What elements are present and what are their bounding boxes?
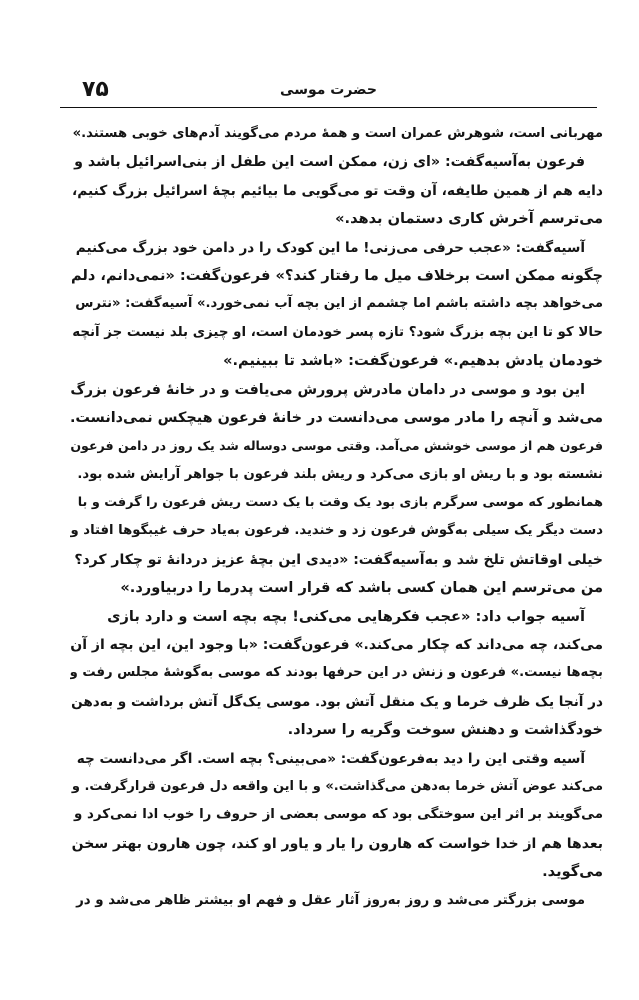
text-line: بعدها هم از خدا خواست که هارون را یار و یاور او کند، چون هارون بهتر سخن: [71, 835, 603, 852]
page-number: ۷۵: [82, 77, 109, 102]
text-line: آسیه‌گفت: «عجب حرفی می‌زنی! ما این کودک را در دامن خود بزرگ می‌کنیم: [75, 239, 585, 256]
text-line: می‌ترسم آخرش کاری دستمان بدهد.»: [335, 210, 603, 228]
text-line: بچه‌ها نیست.» فرعون و زنش در این حرفها بودند که موسی به‌گوشهٔ مجلس رفت و: [70, 665, 603, 681]
text-line: می‌کند، چه می‌داند که چکار می‌کند.» فرعون‌گفت: «با وجود این، این بچه از آن: [70, 637, 603, 654]
text-line: دایه هم از همین طایفه، آن وقت تو می‌گویی ما بیائیم بچهٔ اسرائیل بزرگ کنیم،: [71, 182, 603, 199]
text-line: می‌خواهد بچه داشته باشم اما چشمم از این بچه آب نمی‌خورد.» آسیه‌گفت: «نترس: [75, 296, 603, 312]
text-line: من می‌ترسم این همان کسی باشد که قرار است پدرما را دربیاورد.»: [120, 579, 603, 597]
text-line: خودگذاشت و دهنش سوخت وگریه را سرداد.: [287, 721, 603, 739]
text-line: آسیه وقتی این را دید به‌فرعون‌گفت: «می‌بینی؟ بچه است. اگر می‌دانست چه: [76, 750, 585, 767]
text-line: می‌شد و آنچه را مادر موسی می‌دانست در خانهٔ فرعون هیچکس نمی‌دانست.: [70, 409, 603, 426]
text-line: چگونه ممکن است برخلاف میل ما رفتار کند؟» فرعون‌گفت: «نمی‌دانم، دلم: [70, 266, 603, 284]
text-line: این بود و موسی در دامان مادرش پرورش می‌یافت و در خانهٔ فرعون بزرگ: [70, 381, 585, 398]
text-line: نشسته بود و با ریش او بازی می‌کرد و ریش بلند فرعون با جواهر آرایش شده بود.: [77, 466, 603, 482]
text-line: موسی بزرگتر می‌شد و روز به‌روز آثار عقل و فهم او بیشتر ظاهر می‌شد و در: [76, 892, 585, 908]
text-line: می‌کند عوض آتش خرما به‌دهن می‌گذاشت.» و با این واقعه دل فرعون قرارگرفت. و: [71, 778, 603, 794]
header-rule: [60, 107, 597, 108]
text-line: در آنجا یک ظرف خرما و یک منقل آتش بود. موسی یک‌گل آتش برداشت و به‌دهن: [71, 693, 603, 710]
text-line: حالا کو تا این بچه بزرگ شود؟ تازه پسر خودمان است، او چیزی بلد نیست جز آنچه: [72, 324, 603, 340]
text-line: دست دیگر یک سیلی به‌گوش فرعون زد و خندید. فرعون به‌یاد حرف غیبگوها افتاد و: [70, 523, 603, 539]
text-line: می‌گویند بر اثر این سوختگی بود که موسی بعضی از حروف را خوب ادا نمی‌کرد و: [74, 807, 603, 823]
text-line: خودمان یادش بدهیم.» فرعون‌گفت: «باشد تا ببینیم.»: [223, 352, 603, 370]
running-title: حضرت موسی: [280, 82, 377, 98]
text-line: همانطور که موسی سرگرم بازی بود یک وقت با یک دست ریش فرعون را گرفت و با: [77, 495, 603, 511]
text-line: خیلی اوقاتش تلخ شد و به‌آسیه‌گفت: «دیدی این بچهٔ عزیز دردانهٔ تو چکار کرد؟: [74, 551, 603, 568]
body-text: [70, 120, 603, 980]
text-line: آسیه جواب داد: «عجب فکرهایی می‌کنی! بچه بچه است و دارد بازی: [107, 607, 585, 625]
text-line: مهربانی است، شوهرش عمران است و همهٔ مردم می‌گویند آدم‌های خوبی هستند.»: [72, 126, 603, 141]
text-line: فرعون هم از موسی خوشش می‌آمد. وقتی موسی دوساله شد یک روز در دامن فرعون: [70, 438, 603, 454]
text-line: فرعون به‌آسیه‌گفت: «ای زن، ممکن است این طفل از بنی‌اسرائیل باشد و: [74, 154, 585, 171]
text-line: می‌گوید.: [542, 863, 603, 881]
page-header: [60, 78, 597, 108]
